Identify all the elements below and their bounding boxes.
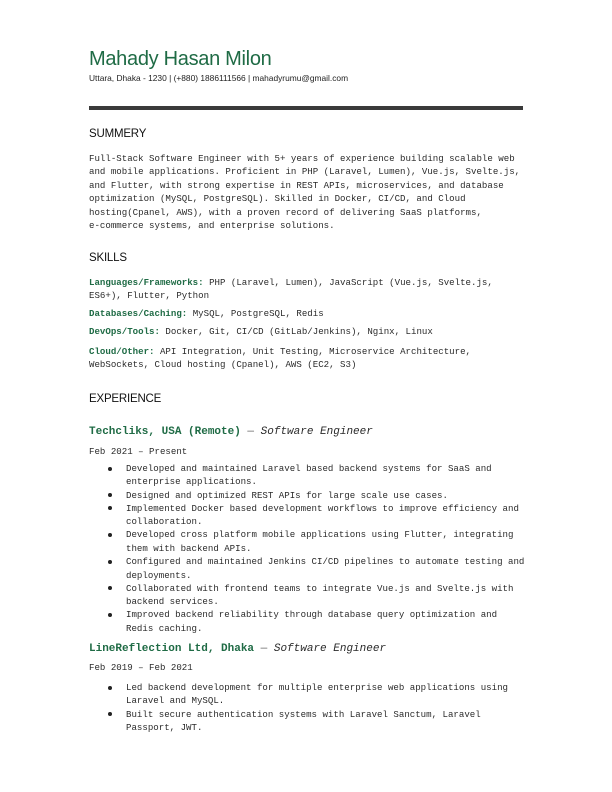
bullet-icon — [108, 533, 112, 537]
list-item — [108, 681, 528, 708]
skill-label: DevOps/Tools: — [89, 326, 160, 337]
bullet-icon — [108, 560, 112, 564]
bullet-text: Built secure authentication systems with Laravel Sanctum, Laravel Passport, JWT. — [126, 708, 481, 734]
bullet-icon — [108, 586, 112, 590]
bullet-icon — [108, 613, 112, 617]
bullet-text: Led backend development for multiple enterprise web applications using Laravel and MySQL. — [126, 682, 508, 707]
list-item — [108, 502, 528, 529]
job-dates: Feb 2021 – Present — [89, 446, 188, 457]
bullet-text: Configured and maintained Jenkins CI/CD pipelines to automate testing and deployments. — [126, 556, 525, 581]
company-name: Techcliks, USA (Remote) — [89, 426, 241, 438]
bullet-text: Developed cross platform mobile applications using Flutter, integrating them with backend APIs. — [126, 529, 514, 554]
list-item — [108, 462, 528, 489]
list-item — [108, 608, 528, 635]
skill-value: MySQL, PostgreSQL, Redis — [187, 308, 324, 319]
bullet-icon — [108, 712, 112, 716]
title-separator: — — [254, 643, 274, 655]
job-bullets — [108, 681, 528, 734]
job-header — [89, 426, 373, 438]
summary-heading: SUMMERY — [89, 128, 147, 140]
list-item — [108, 489, 528, 502]
bullet-icon — [108, 506, 112, 510]
job-role: Software Engineer — [273, 643, 387, 655]
bullet-icon — [108, 467, 112, 471]
bullet-text: Designed and optimized REST APIs for large scale use cases. — [126, 489, 448, 501]
skill-devops — [89, 325, 529, 338]
skill-value: Docker, Git, CI/CD (GitLab/Jenkins), Nginx, Linux — [159, 326, 433, 337]
header-divider — [89, 106, 523, 110]
skills-heading: SKILLS — [89, 252, 127, 264]
summary-text: Full-Stack Software Engineer with 5+ years of experience building scalable web and mobile applications. Proficient in PHP (Laravel, Lumen), Vue.js, Svelte.js, and Flutter, with strong expertise in REST APIs, microservices, and database optimization (MySQL, PostgreSQL). Skilled in Docker, CI/CD, and Cloud hosting(Cpanel, AWS), with a proven record of delivering SaaS platforms, e-commerce systems, and enterprise solutions. — [89, 153, 521, 232]
experience-heading: EXPERIENCE — [89, 393, 162, 405]
skill-value: API Integration, Unit Testing, Microservice Architecture, WebSockets, Cloud hosting (Cpanel), AWS (EC2, S3) — [89, 346, 472, 371]
bullet-icon — [108, 686, 112, 690]
job-header — [89, 643, 386, 655]
skill-databases — [89, 307, 529, 320]
contact-line: Uttara, Dhaka - 1230 | (+880) 1886111566 | mahadyrumu@gmail.com — [89, 73, 349, 83]
bullet-text: Implemented Docker based development workflows to improve efficiency and collaboration. — [126, 502, 519, 528]
job-role: Software Engineer — [260, 426, 373, 438]
bullet-icon — [108, 493, 112, 497]
bullet-text: Developed and maintained Laravel based backend systems for SaaS and enterprise applications. — [126, 463, 492, 488]
skill-label: Languages/Frameworks: — [89, 277, 204, 288]
list-item — [108, 555, 528, 582]
bullet-text: Collaborated with frontend teams to integrate Vue.js and Svelte.js with backend services. — [126, 582, 514, 608]
list-item — [108, 582, 528, 609]
skill-cloud — [89, 345, 529, 372]
candidate-name: Mahady Hasan Milon — [89, 48, 272, 70]
job-bullets — [108, 462, 528, 635]
bullet-text: Improved backend reliability through database query optimization and Redis caching. — [126, 609, 498, 634]
skill-label: Cloud/Other: — [89, 346, 155, 357]
skill-value: PHP (Laravel, Lumen), JavaScript (Vue.js, Svelte.js, ES6+), Flutter, Python — [89, 277, 493, 302]
skill-label: Databases/Caching: — [89, 308, 188, 319]
title-separator: — — [240, 426, 261, 438]
list-item — [108, 708, 528, 735]
skill-languages — [89, 276, 529, 303]
list-item — [108, 528, 528, 555]
job-dates: Feb 2019 – Feb 2021 — [89, 662, 193, 673]
company-name: LineReflection Ltd, Dhaka — [89, 643, 255, 655]
